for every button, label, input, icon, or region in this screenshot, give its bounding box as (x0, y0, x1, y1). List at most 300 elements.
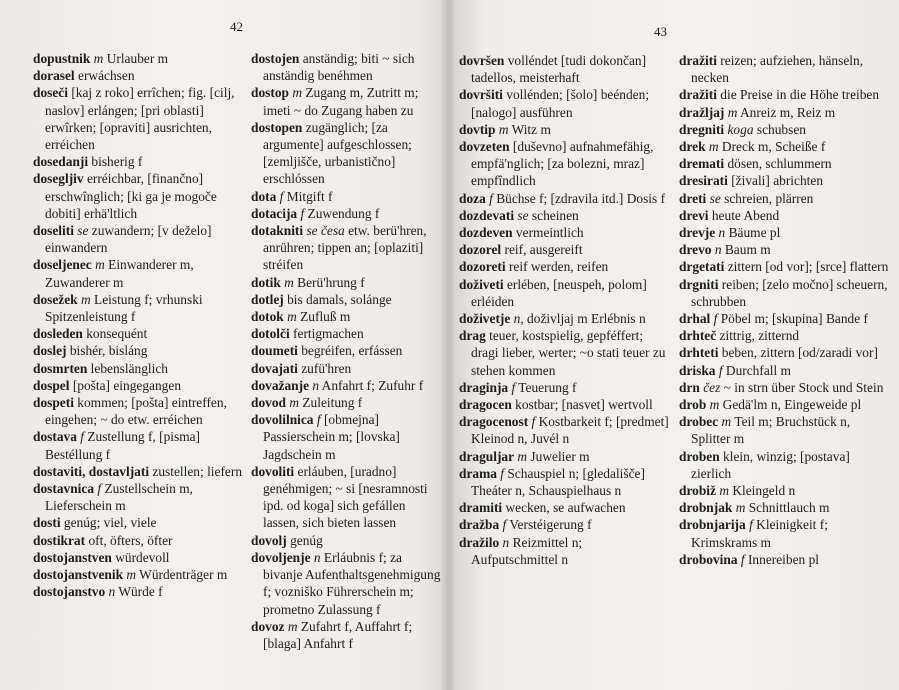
headword: dražljaj (679, 104, 725, 120)
grammar-label: se česa (303, 223, 345, 239)
translation: genúg; viel, viele (60, 515, 157, 531)
dictionary-entry (679, 276, 889, 310)
translation: bishér, bisláng (66, 343, 148, 359)
headword: drhteti (679, 345, 719, 361)
grammar-label: m (280, 274, 294, 290)
headword: drgniti (679, 276, 719, 292)
headword: drobnjak (679, 500, 733, 516)
dictionary-entry (251, 50, 441, 84)
headword: dostopen (251, 119, 303, 135)
translation: Juwelier m (527, 448, 590, 464)
translation: Leistung f; vrhunski Spitzenleistung f (45, 291, 203, 325)
translation: lebenslänglich (87, 360, 169, 376)
grammar-label: m (495, 121, 509, 137)
dictionary-entry (679, 207, 889, 224)
dictionary-entry (33, 153, 243, 170)
headword: dotakniti (251, 223, 304, 239)
headword: dosedanji (33, 154, 89, 170)
dictionary-entry (679, 310, 889, 327)
headword: dovoz (251, 618, 285, 634)
translation: [obmejna] Passierschein m; [lovska] Jagdschein m (263, 412, 400, 462)
headword: dorasel (33, 68, 75, 84)
dictionary-entry (679, 190, 889, 207)
translation: [kaj z roko] errîchen; fig. [cilj, naslov] erlángen; [pri oblasti] erwîrken; [opraviti] ausrichten, erréichen (45, 85, 235, 153)
headword: dovažanje (251, 377, 310, 393)
grammar-label: m (90, 51, 104, 66)
translation: Büchse f; [zdravila itd.] Dosis f (492, 190, 666, 206)
translation: Reizmittel n; Aufputschmittel n (471, 534, 583, 567)
grammar-label: n (711, 242, 722, 258)
headword: dostaviti, dostavljati (33, 463, 150, 479)
grammar-label: f (313, 412, 321, 428)
headword: dozorel (459, 242, 502, 258)
headword: drek (679, 139, 706, 155)
translation: scheinen (528, 207, 579, 223)
dictionary-entry (33, 532, 243, 549)
translation: teuer, kostspielig, gepféffert; dragi lieber, werter; ~o stati teuer zu stehen kommen (471, 328, 666, 378)
grammar-label: m (514, 448, 528, 464)
dictionary-entry (459, 534, 669, 568)
headword: dotlej (251, 291, 284, 307)
grammar-label: m (715, 483, 729, 499)
grammar-label: koga (724, 121, 754, 137)
translation: Kleingeld n (729, 483, 796, 499)
translation: Urlauber m (103, 51, 169, 66)
translation: Würde f (115, 584, 163, 600)
dictionary-entry (459, 52, 669, 86)
headword: dozdeven (459, 225, 513, 241)
translation: Teil m; Bruchstück n, Splitter m (691, 414, 851, 447)
dictionary-entry (33, 325, 243, 342)
dictionary-entry (33, 170, 243, 222)
grammar-label: n (105, 584, 116, 600)
translation: Zuwendung f (304, 205, 380, 221)
headword: draguljar (459, 448, 515, 464)
headword: driska (679, 362, 716, 378)
translation: zustellen; liefern (149, 463, 243, 479)
dictionary-entry (459, 465, 669, 499)
translation: zufü'hren (297, 360, 352, 376)
headword: doza (459, 190, 486, 206)
headword: dovolilnica (251, 412, 314, 428)
dictionary-entry (679, 379, 889, 396)
grammar-label: f (76, 429, 84, 445)
headword: dotik (251, 274, 281, 290)
translation: anständig; biti ~ sich anständig benéhmen (263, 51, 415, 84)
dictionary-entry (251, 205, 441, 222)
headword: dostop (251, 85, 289, 101)
dictionary-entry (679, 344, 889, 361)
left-page (0, 0, 449, 690)
translation: Berü'hrung f (293, 274, 365, 290)
column-1 (33, 50, 243, 601)
translation: doživljaj m Erlébnis n (523, 311, 646, 327)
grammar-label: n, (510, 311, 524, 327)
headword: drgetati (679, 259, 725, 275)
dictionary-entry (33, 84, 243, 153)
dictionary-entry (679, 104, 889, 121)
headword: dota (251, 188, 277, 204)
headword: dovtip (459, 121, 496, 137)
dictionary-entry (459, 413, 669, 447)
translation: zugänglich; [za argumente] aufgeschlossen; [zemljišče, urbanistično] erschlóssen (263, 119, 412, 187)
dictionary-entry (459, 241, 669, 258)
translation: erwáchsen (74, 68, 135, 84)
translation: erréichbar, [finančno] erschwînglich; [ki ga je mogoče dobiti] erhä'ltlich (45, 171, 217, 221)
translation: reiben; [zelo močno] scheuern, schrubben (691, 276, 888, 309)
headword: dosmrten (33, 360, 88, 376)
translation: Würdenträger m (136, 567, 228, 583)
headword: dotacija (251, 205, 298, 221)
dictionary-entry (33, 342, 243, 359)
translation: Zufahrt f, Auffahrt f; [blaga] Anfahrt f (263, 618, 413, 651)
headword: dovolj (251, 532, 287, 548)
headword: dostojanstvo (33, 584, 106, 600)
headword: drobovina (679, 551, 738, 567)
translation: zittrig, zitternd (716, 328, 800, 344)
headword: doseči (33, 85, 68, 101)
translation: konsequént (82, 326, 148, 342)
dictionary-entry (459, 310, 669, 327)
translation: kommen; [pošta] eintreffen, eingehen; ~ do etw. erréichen (45, 395, 227, 428)
translation: [pošta] eingegangen (69, 377, 182, 393)
headword: dosleden (33, 326, 83, 342)
translation: Einwanderer m, Zuwanderer m (45, 257, 194, 290)
headword: dosežek (33, 291, 78, 307)
grammar-label: m (706, 397, 720, 413)
translation: reizen; aufziehen, hänseln, necken (691, 53, 864, 86)
translation: Schauspiel n; [gledališče] Theáter n, Schauspielhaus n (471, 465, 645, 499)
translation: Baum m (721, 242, 771, 258)
grammar-label: n (715, 225, 726, 241)
headword: drn (679, 379, 700, 395)
dictionary-entry (679, 482, 889, 499)
dictionary-entry (679, 516, 889, 550)
headword: dostojanstven (33, 549, 112, 565)
grammar-label: f (508, 379, 516, 395)
grammar-label: m (732, 500, 746, 516)
page-number-left: 42 (230, 19, 243, 34)
headword: dosegljiv (33, 171, 84, 187)
translation: Bäume pl (725, 225, 781, 241)
grammar-label: m (91, 257, 105, 273)
column-3 (459, 52, 669, 568)
translation: Schnittlauch m (745, 500, 830, 516)
dictionary-entry (251, 291, 441, 308)
headword: doživetje (459, 311, 511, 327)
grammar-label: m (285, 395, 300, 411)
dictionary-entry (679, 413, 889, 447)
dictionary-entry (251, 532, 441, 549)
headword: drevo (679, 242, 712, 258)
grammar-label: m (718, 414, 732, 430)
headword: doseliti (33, 223, 74, 239)
translation: oft, öfters, öfter (85, 532, 173, 548)
dictionary-entry (459, 276, 669, 310)
translation: reif, ausgereift (501, 242, 583, 258)
translation: fertigmachen (289, 326, 364, 342)
headword: dregniti (679, 121, 725, 137)
grammar-label: f (496, 465, 505, 481)
dictionary-entry (33, 50, 243, 67)
dictionary-entry (251, 84, 441, 118)
dictionary-entry (251, 618, 441, 652)
translation: die Preise in die Höhe treiben (716, 87, 880, 103)
dictionary-entry (459, 258, 669, 275)
translation: Mitgift f (283, 188, 333, 204)
translation: kostbar; [nasvet] wertvoll (511, 397, 653, 413)
headword: dotok (251, 309, 284, 325)
dictionary-entry (679, 52, 889, 86)
translation: bis damals, solánge (283, 291, 392, 307)
headword: dragocenost (459, 414, 529, 430)
translation: Anfahrt f; Zufuhr f (319, 377, 424, 393)
grammar-label: m (123, 567, 137, 583)
translation: [duševno] aufnahmefähig, empfä'nglich; [za bolezni, mraz] empfîndlich (471, 139, 654, 189)
headword: drob (679, 397, 707, 413)
grammar-label: m (705, 139, 719, 155)
dictionary-entry (679, 327, 889, 344)
translation: ~ in strn über Stock und Stein (720, 379, 884, 395)
grammar-label: n (309, 377, 320, 393)
translation: Durchfall m (722, 362, 791, 378)
translation: Zustellschein m, Lieferschein m (45, 481, 193, 514)
grammar-label: m (77, 291, 91, 307)
dictionary-entry (33, 463, 243, 480)
headword: dreti (679, 190, 707, 206)
headword: dresirati (679, 173, 728, 189)
dictionary-entry (459, 516, 669, 533)
translation: Teuerung f (515, 379, 577, 395)
dictionary-entry (33, 583, 243, 600)
translation: Zustellung f, [pisma] Bestéllung f (45, 429, 201, 462)
grammar-label: f (485, 190, 493, 206)
headword: dražilo (459, 534, 500, 550)
dictionary-entry (251, 222, 441, 274)
translation: Kleinigkeit f; Krimskrams m (691, 517, 828, 550)
grammar-label: n (310, 549, 321, 565)
dictionary-entry (251, 342, 441, 359)
headword: dovajati (251, 360, 298, 376)
translation: etw. berü'hren, anrühren; tippen an; [oplaziti] stréifen (263, 223, 427, 273)
dictionary-entry (679, 396, 889, 413)
headword: dospel (33, 377, 70, 393)
grammar-label: f (737, 551, 745, 567)
headword: drobec (679, 414, 719, 430)
dictionary-entry (251, 325, 441, 342)
headword: dostojen (251, 51, 300, 66)
translation: Dreck m, Scheiße f (718, 139, 826, 155)
grammar-label: f (528, 414, 536, 430)
translation: bisherig f (88, 154, 143, 170)
headword: doživeti (459, 276, 504, 292)
headword: drobiž (679, 483, 716, 499)
grammar-label: n (499, 534, 510, 550)
translation: Pöbel m; [skupina] Bande f (717, 311, 868, 327)
headword: dovzeten (459, 139, 510, 155)
headword: dražiti (679, 87, 717, 103)
translation: Zuleitung f (299, 395, 363, 411)
headword: dovoljenje (251, 549, 311, 565)
grammar-label: f (276, 188, 284, 204)
dictionary-entry (251, 463, 441, 532)
dictionary-entry (33, 480, 243, 514)
headword: doslej (33, 343, 67, 359)
headword: drhteč (679, 328, 717, 344)
headword: drhal (679, 311, 711, 327)
translation: heute Abend (708, 207, 780, 223)
translation: zittern [od vor]; [srce] flattern (724, 259, 889, 275)
page-number-right: 43 (654, 24, 667, 39)
dictionary-entry (459, 224, 669, 241)
dictionary-entry (251, 377, 441, 394)
headword: dospeti (33, 395, 74, 411)
dictionary-entry (33, 360, 243, 377)
headword: drag (459, 328, 486, 344)
headword: dosti (33, 515, 61, 531)
dictionary-entry (679, 499, 889, 516)
column-4 (679, 52, 889, 568)
dictionary-entry (679, 551, 889, 568)
translation: reif werden, reifen (505, 259, 609, 275)
dictionary-entry (679, 86, 889, 103)
grammar-label: f (499, 517, 507, 533)
dictionary-entry (459, 327, 669, 379)
headword: dovoliti (251, 463, 295, 479)
dictionary-entry (679, 138, 889, 155)
headword: dostojanstvenik (33, 567, 124, 583)
headword: dostavnica (33, 481, 95, 497)
headword: drevje (679, 225, 716, 241)
dictionary-entry (33, 291, 243, 325)
translation: [živali] abrichten (727, 173, 824, 189)
dictionary-entry (33, 222, 243, 256)
dictionary-entry (679, 258, 889, 275)
dictionary-entry (679, 224, 889, 241)
translation: vollénden; [šolo] beénden; [nalogo] ausführen (471, 87, 650, 120)
translation: beben, zittern [od/zaradi vor] (718, 345, 878, 361)
translation: Witz m (508, 121, 551, 137)
translation: genúg (286, 532, 323, 548)
translation: dösen, schlummern (724, 156, 832, 172)
grammar-label: f (94, 481, 102, 497)
dictionary-entry (459, 190, 669, 207)
grammar-label: se (706, 190, 721, 206)
grammar-label: se (514, 207, 529, 223)
column-2 (251, 50, 441, 652)
dictionary-entry (459, 379, 669, 396)
translation: Kostbarkeit f; [predmet] Kleinod n, Juvél n (471, 414, 669, 447)
headword: dostikrat (33, 532, 86, 548)
dictionary-entry (679, 241, 889, 258)
headword: dramiti (459, 500, 503, 516)
translation: vermeintlich (512, 225, 584, 241)
dictionary-entry (33, 566, 243, 583)
headword: doumeti (251, 343, 298, 359)
headword: draginja (459, 379, 509, 395)
headword: dozoreti (459, 259, 506, 275)
grammar-label: čez (699, 379, 721, 395)
headword: dremati (679, 156, 725, 172)
translation: wecken, se aufwachen (502, 500, 626, 516)
grammar-label: f (297, 205, 305, 221)
translation: Verstéigerung f (506, 517, 592, 533)
translation: klein, winzig; [postava] zierlich (691, 448, 850, 481)
dictionary-entry (251, 394, 441, 411)
dictionary-entry (679, 448, 889, 482)
dictionary-entry (33, 256, 243, 290)
translation: Anreiz m, Reiz m (737, 104, 836, 120)
headword: dražba (459, 517, 500, 533)
dictionary-entry (33, 549, 243, 566)
headword: dostava (33, 429, 77, 445)
grammar-label: se (73, 223, 89, 239)
dictionary-entry (251, 411, 441, 463)
dictionary-entry (459, 121, 669, 138)
grammar-label: m (284, 618, 298, 634)
translation: würdevoll (111, 549, 170, 565)
dictionary-entry (251, 274, 441, 291)
dictionary-entry (251, 119, 441, 188)
dictionary-entry (679, 172, 889, 189)
headword: drama (459, 465, 497, 481)
headword: dozdevati (459, 207, 515, 223)
dictionary-entry (33, 394, 243, 428)
dictionary-entry (251, 549, 441, 618)
dictionary-entry (459, 86, 669, 120)
dictionary-entry (459, 138, 669, 190)
translation: schreien, plärren (720, 190, 814, 206)
headword: dragocen (459, 397, 512, 413)
grammar-label: f (745, 517, 753, 533)
headword: droben (679, 448, 720, 464)
translation: volléndet [tudi dokončan] tadellos, meisterhaft (471, 53, 647, 86)
headword: drobnjarija (679, 517, 746, 533)
dictionary-entry (679, 155, 889, 172)
dictionary-entry (33, 514, 243, 531)
grammar-label: m (724, 104, 738, 120)
dictionary-entry (33, 67, 243, 84)
translation: erláuben, [uradno] genéhmigen; ~ si [nesramnosti ipd. od koga] sich gefállen lassen, sich bieten lassen (263, 463, 428, 531)
dictionary-entry (459, 448, 669, 465)
translation: Zugang m, Zutritt m; imeti ~ do Zugang haben zu (263, 85, 419, 118)
grammar-label: m (283, 309, 297, 325)
grammar-label: f (715, 362, 723, 378)
headword: dovršiti (459, 87, 503, 103)
dictionary-entry (679, 362, 889, 379)
dictionary-entry (251, 360, 441, 377)
translation: erlében, [neuspeh, polom] erléiden (471, 276, 647, 309)
translation: Erláubnis f; za bivanje Aufenthaltsgenehmigung f; vozniško Führerschein m; prometno Zulassung f (263, 549, 441, 617)
dictionary-entry (679, 121, 889, 138)
dictionary-entry (459, 207, 669, 224)
translation: begréifen, erfássen (297, 343, 403, 359)
dictionary-entry (33, 377, 243, 394)
headword: dovod (251, 395, 286, 411)
dictionary-entry (459, 499, 669, 516)
translation: schubsen (753, 121, 806, 137)
headword: dotolči (251, 326, 290, 342)
headword: dovršen (459, 53, 505, 68)
translation: Innereiben pl (744, 551, 819, 567)
headword: dopustnik (33, 51, 91, 66)
dictionary-entry (459, 396, 669, 413)
translation: zuwandern; [v deželo] einwandern (45, 223, 212, 256)
right-page (449, 0, 899, 690)
headword: doseljenec (33, 257, 92, 273)
translation: Zufluß m (296, 309, 351, 325)
book-gutter (440, 0, 454, 690)
